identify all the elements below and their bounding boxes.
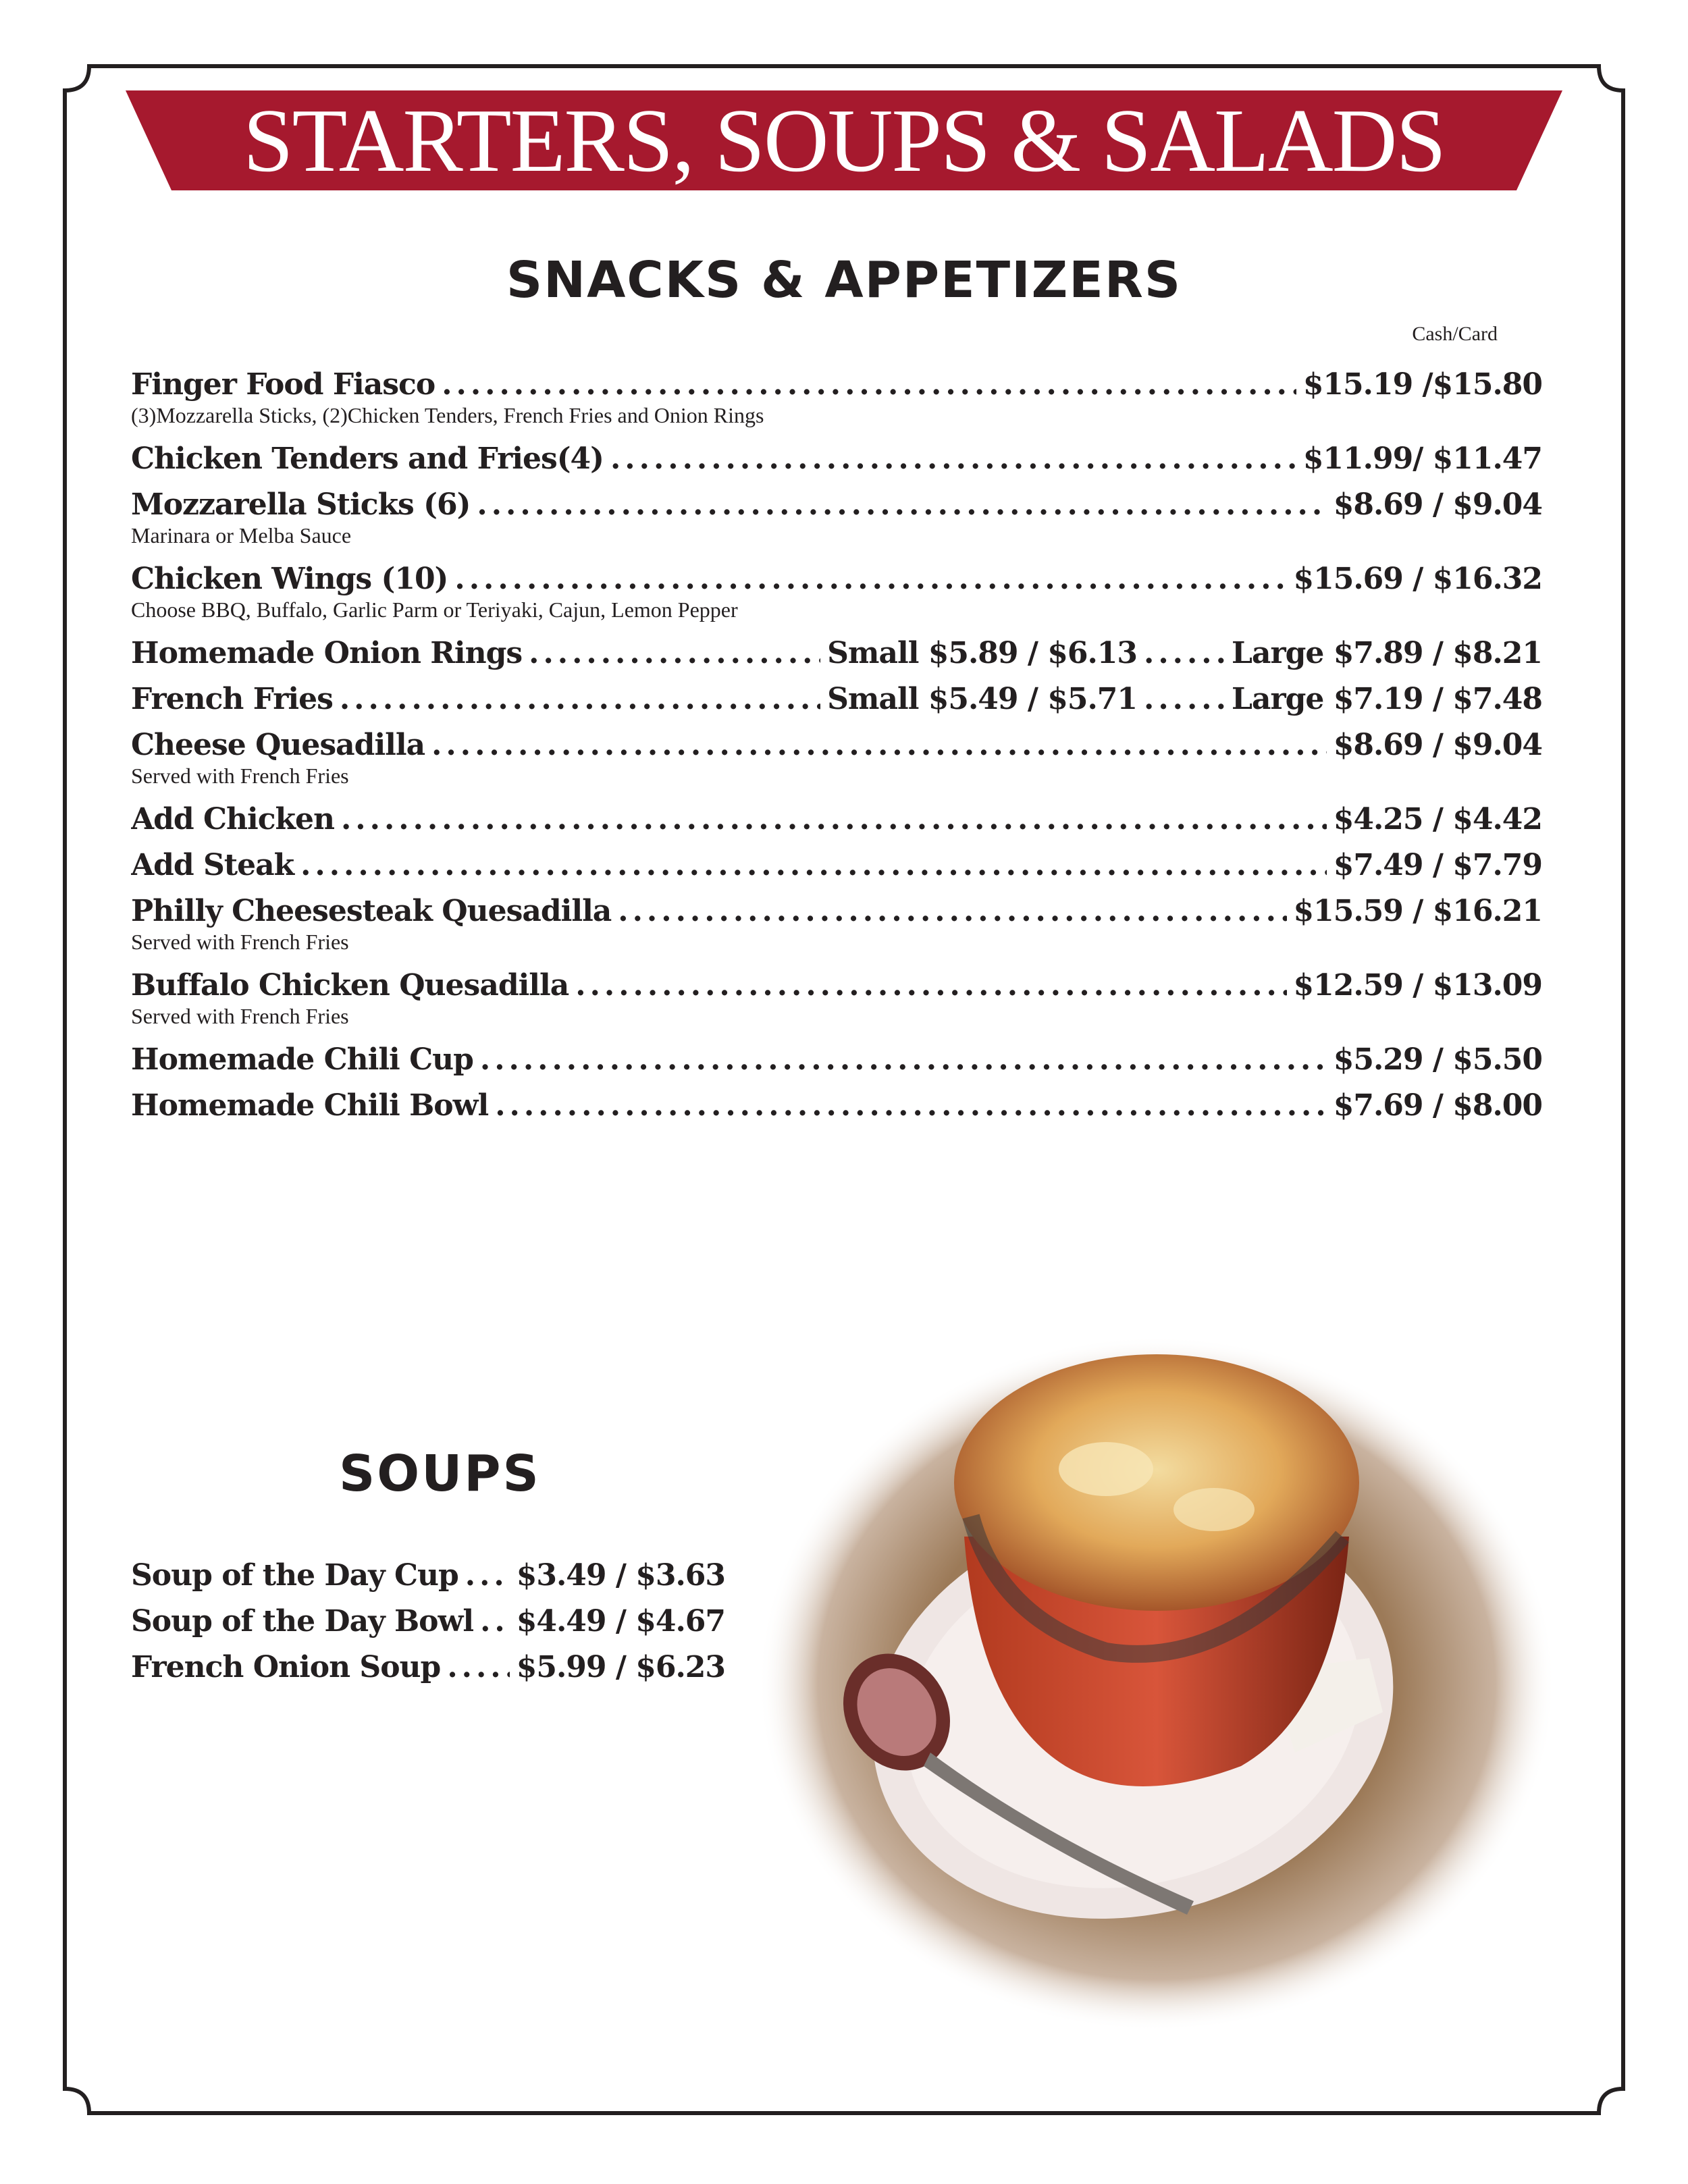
menu-item-name: Mozzarella Sticks (6) (131, 487, 471, 522)
menu-item-price: $15.69 / $16.32 (1293, 562, 1542, 596)
leader-dots (529, 631, 820, 676)
leader-dots (480, 1599, 510, 1645)
leader-dots (618, 888, 1286, 934)
menu-item-price: $11.99/ $11.47 (1302, 442, 1542, 476)
menu-item-price: $3.49 / $3.63 (516, 1558, 725, 1593)
menu-item-price-large: Large $7.89 / $8.21 (1232, 636, 1542, 670)
menu-item (131, 556, 1542, 602)
menu-item-name: Soup of the Day Cup (131, 1558, 458, 1593)
leader-dots (300, 843, 1327, 888)
french-onion-soup-photo (755, 1334, 1558, 2033)
menu-item (131, 843, 1542, 888)
menu-item-price-small: Small $5.49 / $5.71 (827, 682, 1138, 716)
menu-item-name: Homemade Chili Bowl (131, 1088, 489, 1123)
page-title: STARTERS, SOUPS & SALADS (243, 90, 1445, 190)
leader-dots (610, 436, 1296, 482)
menu-item-name: Homemade Chili Cup (131, 1042, 473, 1077)
menu-item-description: Marinara or Melba Sauce (131, 523, 352, 548)
menu-item-name: Add Chicken (131, 802, 334, 836)
soups-menu-list (131, 1553, 725, 1690)
menu-item-price: $8.69 / $9.04 (1333, 728, 1542, 762)
menu-item-description: Served with French Fries (131, 764, 349, 788)
menu-item (131, 482, 1542, 528)
leader-dots (447, 1645, 509, 1690)
leader-dots (454, 556, 1286, 602)
menu-item-price: $5.99 / $6.23 (516, 1650, 725, 1684)
leader-dots (431, 722, 1327, 768)
menu-item-price: $15.19 /$15.80 (1302, 367, 1542, 402)
leader-dots (1144, 631, 1225, 676)
menu-item-price: $7.49 / $7.79 (1333, 848, 1542, 882)
menu-item-name: Chicken Tenders and Fries(4) (131, 442, 604, 476)
menu-item-price: $4.25 / $4.42 (1333, 802, 1542, 836)
menu-item-name: Homemade Onion Rings (131, 636, 523, 670)
menu-item-name: Soup of the Day Bowl (131, 1604, 474, 1639)
leader-dots (480, 1037, 1327, 1083)
menu-item-name: Chicken Wings (10) (131, 562, 448, 596)
menu-item-description: Served with French Fries (131, 1004, 349, 1028)
menu-item-name: Cheese Quesadilla (131, 728, 425, 762)
menu-item-name: French Fries (131, 682, 333, 716)
price-column-header: Cash/Card (1412, 323, 1498, 345)
menu-item (131, 797, 1542, 843)
leader-dots (341, 797, 1327, 843)
menu-item-description: (3)Mozzarella Sticks, (2)Chicken Tenders, French Fries and Onion Rings (131, 403, 764, 427)
leader-dots (575, 963, 1286, 1009)
leader-dots (495, 1083, 1327, 1129)
menu-item (131, 1083, 1542, 1129)
menu-item (131, 963, 1542, 1009)
leader-dots (477, 482, 1326, 528)
menu-item-price-large: Large $7.19 / $7.48 (1232, 682, 1542, 716)
menu-item (131, 1645, 725, 1690)
snacks-menu-list (131, 362, 1542, 1129)
menu-item-price: $5.29 / $5.50 (1333, 1042, 1542, 1077)
menu-item (131, 1553, 725, 1599)
menu-item-description: Choose BBQ, Buffalo, Garlic Parm or Teriyaki, Cajun, Lemon Pepper (131, 597, 738, 622)
menu-item (131, 1037, 1542, 1083)
menu-item-description: Served with French Fries (131, 930, 349, 954)
header-banner (126, 90, 1562, 190)
leader-dots (1144, 676, 1225, 722)
menu-item (131, 436, 1542, 482)
menu-item (131, 676, 1542, 722)
menu-item-price: $12.59 / $13.09 (1293, 968, 1542, 1003)
menu-item (131, 362, 1542, 408)
leader-dots (442, 362, 1296, 408)
menu-item (131, 888, 1542, 934)
menu-item-name: Finger Food Fiasco (131, 367, 436, 402)
menu-item-price-small: Small $5.89 / $6.13 (827, 636, 1138, 670)
menu-item-price: $7.69 / $8.00 (1333, 1088, 1542, 1123)
menu-item-name: Buffalo Chicken Quesadilla (131, 968, 569, 1003)
leader-dots (340, 676, 820, 722)
menu-item (131, 722, 1542, 768)
menu-item-name: French Onion Soup (131, 1650, 441, 1684)
soups-section-title: SOUPS (339, 1445, 541, 1503)
menu-item-price: $4.49 / $4.67 (516, 1604, 725, 1639)
menu-item (131, 1599, 725, 1645)
menu-item-price: $8.69 / $9.04 (1333, 487, 1542, 522)
leader-dots (465, 1553, 510, 1599)
menu-item-price: $15.59 / $16.21 (1293, 894, 1542, 928)
menu-item (131, 631, 1542, 676)
snacks-section-title: SNACKS & APPETIZERS (506, 251, 1182, 309)
menu-item-name: Add Steak (131, 848, 294, 882)
menu-item-name: Philly Cheesesteak Quesadilla (131, 894, 612, 928)
